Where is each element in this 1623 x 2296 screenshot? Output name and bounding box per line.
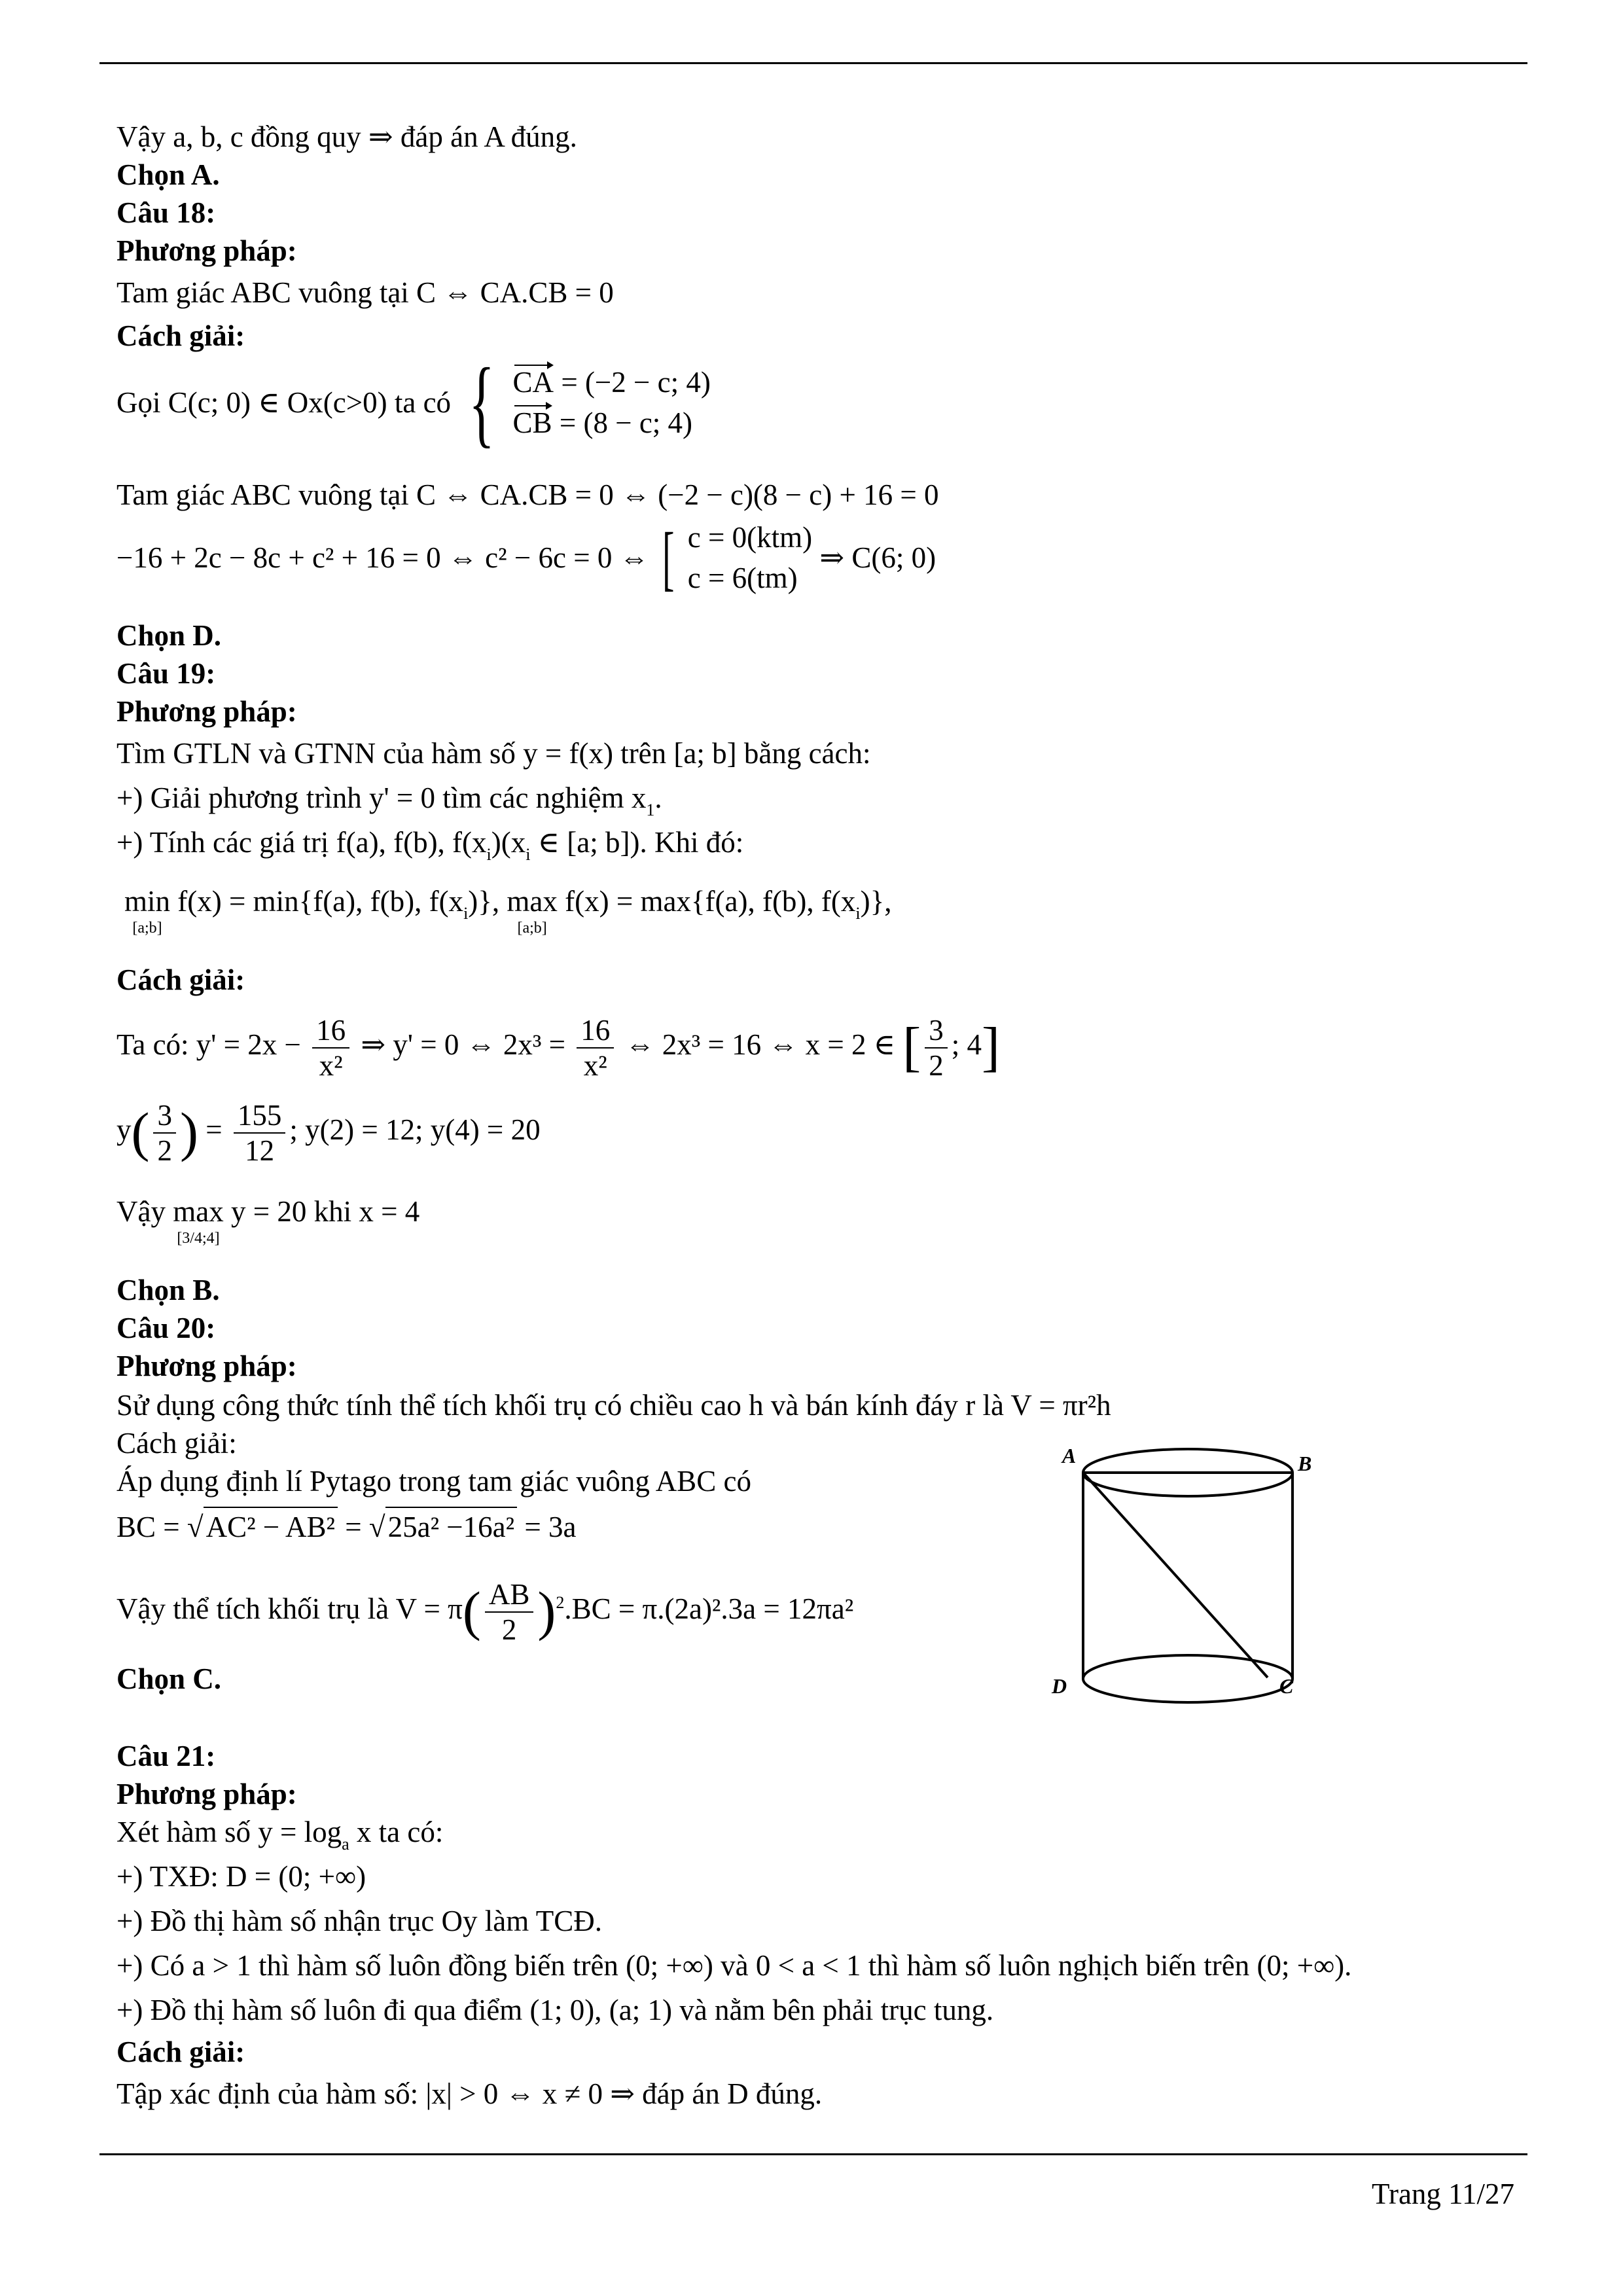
- q18-method-text-a: Tam giác ABC vuông tại C ⇔: [116, 276, 473, 309]
- q21-m5: +) Đồ thị hàm số luôn đi qua điểm (1; 0), (a; 1) và nằm bên phải trục tung.: [116, 1994, 994, 2026]
- q20-title: Câu 20:: [116, 1312, 216, 1344]
- q20-s1: Áp dụng định lí Pytago trong tam giác vuông ABC có: [116, 1465, 751, 1498]
- q18-line2-eq: CA.CB = 0 ⇔ (−2 − c)(8 − c) + 16 = 0: [480, 478, 939, 511]
- q20-s3-b: .BC = π.(2a)².3a = 12πa²: [564, 1592, 854, 1625]
- q19-m2: [116, 779, 662, 821]
- q20-s2: [116, 1507, 577, 1546]
- ab-den: 2: [501, 1613, 517, 1646]
- q19-min-op: [124, 882, 170, 936]
- q20-s2-a: BC = √: [116, 1511, 204, 1543]
- q19-s1-a: Ta có: y' = 2x −: [116, 1028, 301, 1061]
- q18-case2: c = 6(tm): [687, 562, 798, 594]
- value-num: 155: [234, 1098, 286, 1134]
- choose-b: Chọn B.: [116, 1274, 220, 1306]
- q20-solution: Cách giải:: [116, 1427, 237, 1460]
- paren-close: ): [179, 1102, 198, 1163]
- max-range: [a;b]: [517, 920, 547, 937]
- q20-s3-sq: 2: [556, 1593, 565, 1612]
- q20-s2-b: = √: [338, 1511, 385, 1543]
- frac2-num: 16: [577, 1013, 614, 1049]
- choose-c: Chọn C.: [116, 1662, 222, 1695]
- q19-interval-frac: [925, 1013, 948, 1083]
- paren-open: (: [131, 1102, 150, 1163]
- q21-m4: +) Có a > 1 thì hàm số luôn đồng biến trên (0; +∞) và 0 < a < 1 thì hàm số luôn nghịch biến trên (0; +∞).: [116, 1949, 1352, 1982]
- q19-m4-sub2: i: [855, 904, 861, 923]
- q19-m3-end: ∈ [a; b]). Khi đó:: [530, 826, 744, 859]
- q18-method-eq: CA.CB = 0: [480, 276, 614, 309]
- q19-s2: [116, 1090, 541, 1169]
- q19-s3-a: Vậy: [116, 1195, 166, 1228]
- max-label: max: [507, 885, 558, 918]
- frac1-den: x²: [319, 1049, 343, 1082]
- q19-m3-mid: )(x: [491, 826, 526, 859]
- q21-m1: [116, 1813, 443, 1856]
- q21-m1-text: Xét hàm số y = log: [116, 1816, 342, 1848]
- q20-m1: Sử dụng công thức tính thể tích khối trụ có chiều cao h và bán kính đáy r là V = πr²h: [116, 1389, 1111, 1422]
- interval-num: 3: [925, 1013, 948, 1049]
- q20-s2-c: = 3a: [517, 1511, 577, 1543]
- q19-s2-eq: =: [205, 1113, 223, 1146]
- q21-s1: Tập xác định của hàm số: |x| > 0 ⇔ x ≠ 0 ⇒ đáp án D đúng.: [116, 2077, 823, 2110]
- q18-solution: Cách giải:: [116, 319, 245, 352]
- q20-s3-a: Vậy thể tích khối trụ là V = π: [116, 1592, 463, 1625]
- case-bracket: [: [662, 518, 675, 598]
- q19-solution: Cách giải:: [116, 963, 245, 996]
- arg-den: 2: [157, 1134, 172, 1167]
- min-label: min: [124, 885, 171, 918]
- q19-s3-b: y = 20 khi x = 4: [230, 1195, 420, 1228]
- q21-m1-sub: a: [342, 1835, 349, 1854]
- q19-m3-sub2: i: [526, 845, 531, 864]
- label-d: D: [1052, 1674, 1067, 1698]
- label-b: B: [1298, 1452, 1312, 1475]
- q20-radical2: 25a² −16a²: [385, 1507, 518, 1546]
- q19-m4-c: f(x) = max{f(a), f(b), f(x: [565, 885, 856, 918]
- q19-s2-rest: ; y(2) = 12; y(4) = 20: [289, 1113, 541, 1146]
- q18-line3: [116, 517, 936, 598]
- q18-line3-lhs: −16 + 2c − 8c + c² + 16 = 0 ⇔ c² − 6c = 0 ⇔: [116, 541, 649, 574]
- frac1-num: 16: [312, 1013, 349, 1049]
- system-brace: {: [469, 348, 495, 457]
- q20-s3: [116, 1570, 853, 1653]
- q19-m4-sub: i: [463, 904, 469, 923]
- q19-m3: [116, 823, 743, 866]
- interval-open-bracket: [: [902, 1016, 921, 1078]
- q19-m4-d: )},: [860, 885, 892, 918]
- q21-solution: Cách giải:: [116, 2036, 245, 2068]
- q19-m4-a: f(x) = min{f(a), f(b), f(x: [177, 885, 464, 918]
- q21-m2: +) TXĐ: D = (0; +∞): [116, 1860, 366, 1893]
- q18-method-text: [116, 274, 614, 312]
- choose-d: Chọn D.: [116, 619, 222, 652]
- cylinder-figure: [1050, 1437, 1325, 1718]
- q19-s3: [116, 1193, 419, 1246]
- q20-method: Phương pháp:: [116, 1350, 297, 1382]
- q19-s3-max-op: [173, 1193, 223, 1246]
- q19-s1-frac2: [577, 1013, 614, 1083]
- q19-s1: [116, 1005, 1000, 1084]
- q19-m2-sub: 1: [646, 800, 655, 819]
- q18-case1: c = 0(ktm): [687, 521, 813, 554]
- q18-let-prefix: Gọi C(c; 0) ∈ Ox(c>0) ta có: [116, 386, 452, 419]
- cylinder-bottom: [1083, 1655, 1293, 1702]
- value-den: 12: [245, 1134, 275, 1167]
- q18-system: [513, 362, 711, 443]
- frac2-den: x²: [583, 1049, 607, 1082]
- q18-sys1: [513, 362, 711, 403]
- arg-num: 3: [153, 1098, 176, 1134]
- q21-m3: +) Đồ thị hàm số nhận trục Oy làm TCĐ.: [116, 1905, 602, 1937]
- s3-max-range: [3/4;4]: [177, 1230, 220, 1247]
- q18-cases: [688, 517, 812, 598]
- segment-ac: [1083, 1473, 1268, 1677]
- q19-s1-b: ⇒ y' = 0 ⇔ 2x³ =: [361, 1028, 565, 1061]
- q19-m1: Tìm GTLN và GTNN của hàm số y = f(x) trên [a; b] bằng cách:: [116, 737, 871, 770]
- q19-s2-arg: [153, 1098, 176, 1168]
- v-paren-open: (: [462, 1581, 481, 1642]
- q18-line3-rhs: ⇒ C(6; 0): [819, 541, 936, 574]
- q18-sys2-rest: = (8 − c; 4): [552, 406, 693, 439]
- q20-s3-frac: [485, 1577, 534, 1647]
- s3-max-label: max: [173, 1195, 224, 1228]
- q19-s1-frac1: [312, 1013, 349, 1083]
- q19-s2-y: y: [116, 1113, 132, 1146]
- q18-method: Phương pháp:: [116, 234, 297, 267]
- q18-line2: [116, 476, 939, 514]
- choose-a: Chọn A.: [116, 158, 220, 191]
- q19-m3-text: +) Tính các giá trị f(a), f(b), f(x: [116, 826, 487, 859]
- page-number: Trang 11/27: [1372, 2178, 1514, 2210]
- q18-title: Câu 18:: [116, 196, 216, 229]
- q19-title: Câu 19:: [116, 657, 216, 690]
- q21-title: Câu 21:: [116, 1740, 216, 1772]
- q19-m3-sub: i: [486, 845, 491, 864]
- q19-method: Phương pháp:: [116, 695, 297, 728]
- q18-sys2: [513, 403, 711, 443]
- q19-max-op: [507, 882, 557, 936]
- interval-close-bracket: ]: [982, 1016, 1001, 1078]
- label-c: C: [1279, 1674, 1294, 1698]
- min-range: [a;b]: [132, 920, 162, 937]
- q21-method: Phương pháp:: [116, 1778, 297, 1810]
- q19-m2-end: .: [654, 781, 662, 814]
- q18-sys1-rest: = (−2 − c; 4): [554, 366, 711, 399]
- q19-interval-end: ; 4: [951, 1028, 982, 1061]
- v-paren-close: ): [537, 1581, 556, 1642]
- q19-m2-text: +) Giải phương trình y' = 0 tìm các nghiệm x: [116, 781, 647, 814]
- vector-ca: CA: [513, 362, 554, 403]
- q19-m4: [124, 882, 891, 936]
- q20-radical1: AC² − AB²: [204, 1507, 338, 1546]
- intro-line: Vậy a, b, c đồng quy ⇒ đáp án A đúng.: [116, 120, 577, 153]
- q19-s2-value: [234, 1098, 286, 1168]
- ab-num: AB: [485, 1577, 534, 1613]
- q18-line2-prefix: Tam giác ABC vuông tại C ⇔: [116, 478, 473, 511]
- q19-s1-c: ⇔ 2x³ = 16 ⇔ x = 2 ∈: [625, 1028, 896, 1061]
- interval-den: 2: [929, 1049, 944, 1082]
- vector-cb: CB: [513, 403, 552, 443]
- footer-rule: [99, 2153, 1527, 2155]
- header-rule: [99, 62, 1527, 64]
- q21-m1-end: x ta có:: [349, 1816, 444, 1848]
- q19-m4-b: )},: [468, 885, 500, 918]
- label-a: A: [1062, 1444, 1077, 1467]
- q18-let: [116, 348, 711, 457]
